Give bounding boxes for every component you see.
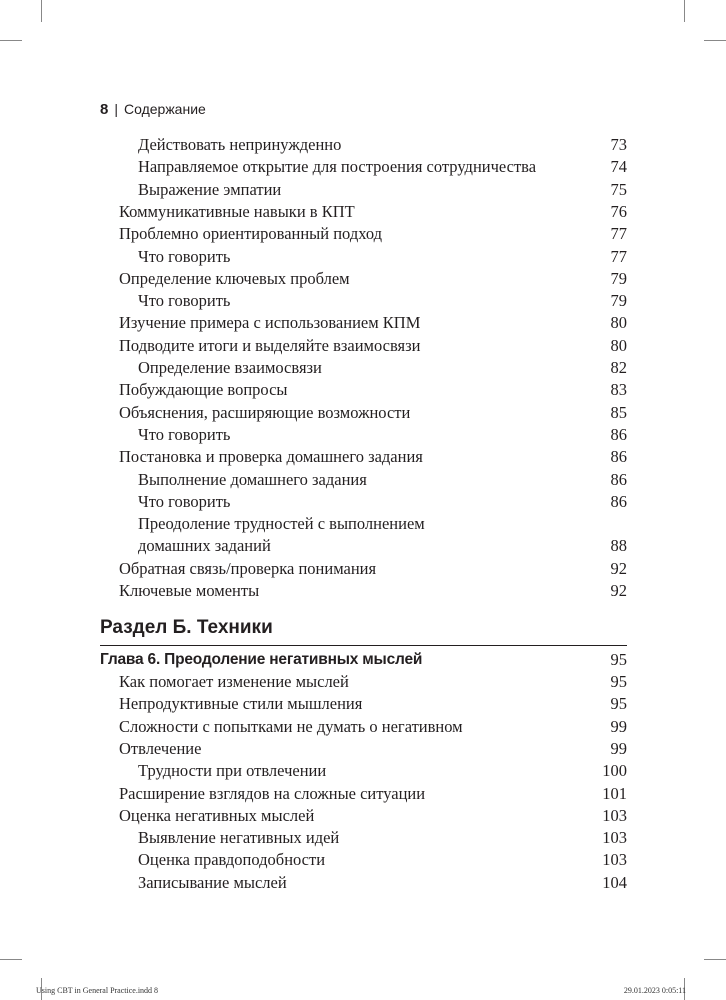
toc-entry[interactable] (0, 156, 726, 178)
toc-entry-title: Изучение примера с использованием КПМ (119, 313, 421, 333)
toc-entry-title: Побуждающие вопросы (119, 380, 288, 400)
toc-entry-title: Как помогает изменение мыслей (119, 672, 349, 691)
toc-entry-title: Выражение эмпатии (138, 179, 282, 199)
toc-entry[interactable] (0, 201, 726, 223)
toc-entry-page: 79 (610, 268, 627, 288)
toc-entry-title: Ключевые моменты (119, 581, 260, 600)
section-title: Раздел Б. Техники (100, 617, 273, 638)
toc-entry[interactable] (0, 805, 726, 827)
toc-entry[interactable] (0, 872, 726, 894)
toc-entry-title: Отвлечение (119, 738, 202, 758)
toc-entry[interactable] (0, 716, 726, 738)
toc-entry-page: 86 (610, 491, 627, 511)
toc-entry[interactable] (0, 513, 726, 535)
toc-entry-title: Записывание мыслей (138, 872, 287, 892)
toc-entry-page: 74 (610, 157, 627, 177)
toc-entry-page: 80 (610, 313, 627, 333)
toc-entry[interactable] (0, 223, 726, 245)
toc-entry-title: Что говорить (138, 424, 231, 444)
toc-entry-page: 77 (610, 224, 627, 244)
crop-mark (704, 40, 726, 41)
toc-entry-title: Подводите итоги и выделяйте взаимосвязи (119, 335, 421, 355)
toc-entry-page: 88 (610, 536, 627, 556)
running-head-title: Содержание (123, 101, 206, 117)
toc-entry-title: Непродуктивные стили мышления (119, 694, 363, 714)
toc-entry-title: Определение взаимосвязи (138, 358, 322, 377)
toc-entry[interactable] (0, 535, 726, 557)
toc-entry-page: 103 (602, 828, 627, 848)
toc-entry[interactable] (0, 738, 726, 760)
toc-entry[interactable] (0, 179, 726, 201)
toc-entry-title: Преодоление трудностей с выполнением (138, 514, 425, 534)
toc-entry[interactable] (0, 580, 726, 602)
crop-mark (684, 0, 685, 22)
toc-entry-title: Сложности с попытками не думать о негативном (119, 716, 463, 736)
toc-entry-page: 92 (610, 558, 627, 578)
toc-entry-page: 76 (610, 201, 627, 221)
toc-entry-title: Проблемно ориентированный подход (119, 224, 383, 244)
toc-entry-page: 95 (610, 694, 627, 714)
toc-entry-page: 99 (610, 716, 627, 736)
toc-entry-title: Объяснения, расширяющие возможности (119, 402, 411, 422)
toc-entry-title: Расширение взглядов на сложные ситуации (119, 783, 426, 803)
toc-entry[interactable] (0, 827, 726, 849)
toc-entry-title: Постановка и проверка домашнего задания (119, 447, 423, 467)
toc-entry-page: 103 (602, 805, 627, 825)
toc-entry-page: 79 (610, 291, 627, 311)
toc-entry[interactable] (0, 446, 726, 468)
running-head (100, 101, 206, 118)
page-number: 8 (100, 101, 109, 118)
toc-entry-page: 77 (610, 246, 627, 266)
toc-entry-title: Что говорить (138, 246, 231, 266)
toc-entry-title: домашних заданий (138, 536, 271, 556)
toc-entry-page: 100 (602, 761, 627, 781)
crop-mark (0, 959, 22, 960)
toc-entry-title: Обратная связь/проверка понимания (119, 558, 377, 578)
toc-entry[interactable] (0, 335, 726, 357)
toc-entry-page: 83 (610, 380, 627, 400)
toc-entry-title: Выявление негативных идей (138, 828, 340, 848)
chapter-page: 95 (610, 650, 627, 669)
footer-file: Using CBT in General Practice.indd 8 (36, 986, 159, 995)
toc-entry-page: 103 (602, 850, 627, 870)
toc-entry-title: Выполнение домашнего задания (138, 469, 367, 489)
toc-entry[interactable] (0, 491, 726, 513)
toc-entry-title: Коммуникативные навыки в КПТ (119, 201, 355, 221)
toc-entry[interactable] (0, 134, 726, 156)
toc-entry[interactable] (0, 402, 726, 424)
toc-entry-page: 104 (602, 872, 627, 892)
toc-entry-title: Трудности при отвлечении (138, 761, 327, 781)
toc-entry-page: 92 (610, 581, 627, 600)
toc-entry-page: 75 (610, 179, 627, 199)
toc-entry[interactable] (0, 671, 726, 693)
toc-entry-title: Направляемое открытие для построения сотрудничества (138, 157, 537, 177)
toc-entry-page: 85 (610, 402, 627, 422)
toc-entry[interactable] (0, 469, 726, 491)
toc-entry-title: Действовать непринужденно (138, 135, 342, 154)
toc-entry-page: 101 (602, 783, 627, 803)
toc-entry-page: 86 (610, 469, 627, 489)
chapter-title: Глава 6. Преодоление негативных мыслей (100, 651, 423, 668)
footer-timestamp: 29.01.2023 0:05:11 (623, 986, 686, 995)
crop-mark (0, 40, 22, 41)
toc-entry[interactable] (0, 246, 726, 268)
toc-entry[interactable] (0, 693, 726, 715)
toc-entry[interactable] (0, 290, 726, 312)
toc-entry[interactable] (0, 424, 726, 446)
running-head-separator: | (114, 101, 118, 117)
toc-entry[interactable] (0, 558, 726, 580)
toc-entry-title: Определение ключевых проблем (119, 268, 350, 288)
crop-mark (704, 959, 726, 960)
toc-entry[interactable] (0, 783, 726, 805)
toc-entry[interactable] (0, 312, 726, 334)
toc-entry[interactable] (0, 268, 726, 290)
toc-entry-page: 82 (610, 358, 627, 377)
toc-entry[interactable] (0, 357, 726, 379)
toc-entry-page: 80 (610, 335, 627, 355)
toc-entry-page: 86 (610, 447, 627, 467)
toc-entry-page: 86 (610, 424, 627, 444)
toc-entry-page: 99 (610, 738, 627, 758)
toc-entry[interactable] (0, 760, 726, 782)
toc-entry-page: 95 (610, 672, 627, 691)
toc-entry[interactable] (0, 849, 726, 871)
toc-entry-page: 73 (610, 135, 627, 154)
toc-entry-title: Что говорить (138, 291, 231, 311)
crop-mark (41, 0, 42, 22)
section-rule (100, 645, 627, 646)
toc-entry-title: Что говорить (138, 491, 231, 511)
toc-entry[interactable] (0, 379, 726, 401)
toc-entry-title: Оценка правдоподобности (138, 850, 326, 870)
toc-entry-title: Оценка негативных мыслей (119, 805, 315, 825)
chapter-entry[interactable] (0, 649, 726, 671)
